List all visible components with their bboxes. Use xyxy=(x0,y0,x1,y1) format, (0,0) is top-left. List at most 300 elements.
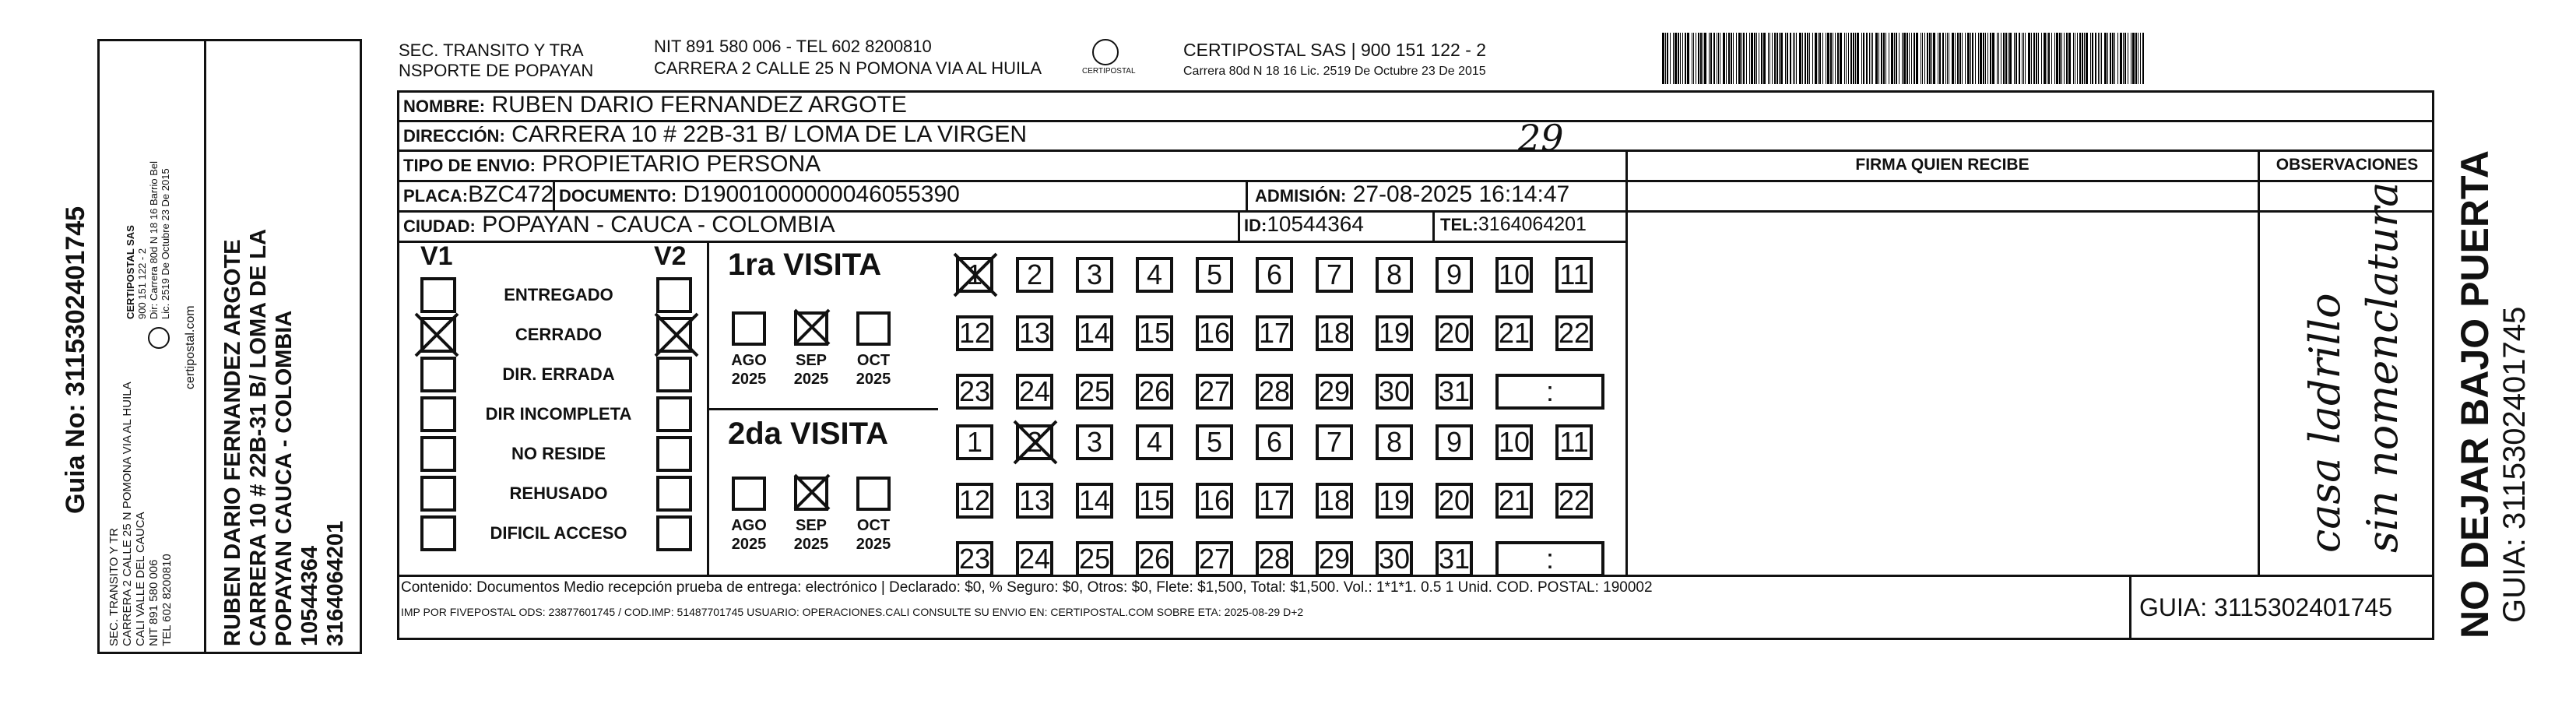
check-mark-icon xyxy=(413,311,461,359)
barcode-bar xyxy=(2064,33,2065,84)
day-cell: 23 xyxy=(956,541,993,577)
barcode-bar xyxy=(1909,33,1910,84)
barcode-bar xyxy=(2003,33,2005,84)
day-cell: 1 xyxy=(956,424,993,460)
day-cell: 31 xyxy=(1436,374,1473,410)
day-cell: 29 xyxy=(1316,374,1353,410)
barcode-bar xyxy=(2014,33,2015,84)
month-label: OCT xyxy=(856,352,891,369)
header-courier: CERTIPOSTAL SAS | 900 151 122 - 2 Carrera 80d N 18 16 Lic. 2519 De Octubre 23 De 2015 xyxy=(1183,40,1487,78)
barcode-bar xyxy=(2028,33,2030,84)
check-mark-icon xyxy=(792,472,832,512)
day-cell: 10 xyxy=(1495,424,1533,460)
month-label: SEP xyxy=(795,517,828,534)
check-mark-icon xyxy=(652,311,701,359)
barcode-bar xyxy=(1680,33,1681,84)
barcode-bar xyxy=(1809,33,1810,84)
barcode-bar xyxy=(1962,33,1963,84)
day-cell: 31 xyxy=(1436,541,1473,577)
month-label: AGO xyxy=(731,517,767,534)
barcode-bar xyxy=(2135,33,2137,84)
day-cell: 4 xyxy=(1136,424,1173,460)
certipostal-logo-icon xyxy=(148,327,170,349)
no-dejar-warning: NO DEJAR BAJO PUERTA xyxy=(2453,150,2497,638)
barcode-bar xyxy=(2095,33,2096,84)
barcode-bar xyxy=(1987,33,1988,84)
day-cell: 17 xyxy=(1256,315,1293,351)
barcode-bar xyxy=(1844,33,1845,84)
barcode-bar xyxy=(1741,33,1742,84)
barcode-bar xyxy=(1713,33,1715,84)
barcode-bar xyxy=(2015,33,2017,84)
barcode-bar xyxy=(2110,33,2111,84)
direccion-row: DIRECCIÓN: CARRERA 10 # 22B-31 B/ LOMA DE LA VIRGEN xyxy=(403,121,1028,147)
barcode-bar xyxy=(1933,33,1935,84)
barcode-bar xyxy=(1848,33,1849,84)
day-cell: 4 xyxy=(1136,257,1173,293)
barcode-bar xyxy=(1751,33,1753,84)
barcode-bar xyxy=(1673,33,1674,84)
barcode-bar xyxy=(1675,33,1677,84)
barcode-bar xyxy=(2123,33,2124,84)
day-cell: 27 xyxy=(1196,374,1233,410)
barcode-bar xyxy=(2009,33,2012,84)
barcode-bar xyxy=(2025,33,2026,84)
day-cell: 30 xyxy=(1376,541,1413,577)
year-label: 2025 xyxy=(793,536,829,553)
day-cell: 3 xyxy=(1076,257,1113,293)
barcode-bar xyxy=(1749,33,1750,84)
barcode-bar xyxy=(1685,33,1686,84)
barcode-bar xyxy=(2066,33,2068,84)
barcode-bar xyxy=(2092,33,2093,84)
barcode-bar xyxy=(1837,33,1839,84)
day-cell: 5 xyxy=(1196,257,1233,293)
barcode-bar xyxy=(2114,33,2115,84)
barcode-bar xyxy=(1881,33,1882,84)
barcode-bar xyxy=(1916,33,1918,84)
v1-checkbox xyxy=(420,476,456,512)
barcode-bar xyxy=(1687,33,1689,84)
year-label: 2025 xyxy=(731,536,767,553)
barcode-bar xyxy=(2031,33,2032,84)
day-cell: 14 xyxy=(1076,315,1113,351)
barcode-bar xyxy=(1942,33,1944,84)
barcode-bar xyxy=(1861,33,1862,84)
day-cell: 25 xyxy=(1076,541,1113,577)
barcode-bar xyxy=(1790,33,1791,84)
day-cell: 8 xyxy=(1376,257,1413,293)
barcode-bar xyxy=(1965,33,1966,84)
barcode-bar xyxy=(1863,33,1864,84)
status-label: NO RESIDE xyxy=(511,444,606,463)
ciudad-cell: CIUDAD: POPAYAN - CAUCA - COLOMBIA xyxy=(403,212,835,237)
barcode-bar xyxy=(1731,33,1732,84)
barcode-bar xyxy=(2124,33,2126,84)
barcode-bar xyxy=(2023,33,2024,84)
footer-line2: IMP POR FIVEPOSTAL ODS: 23877601745 / COD.IMP: 51487701745 USUARIO: OPERACIONES.CALI CONSULTE SU ENVIO EN: CERTIPOSTAL.COM SOBRE ETA: 2025-08-29 D+2 xyxy=(401,606,1304,618)
observaciones-handwriting: casa ladrillo sin nomenclatura xyxy=(2300,181,2407,553)
day-cell: 18 xyxy=(1316,315,1353,351)
barcode-bar xyxy=(1710,33,1712,84)
barcode-bar xyxy=(1997,33,1998,84)
header-logo-text: CERTIPOSTAL xyxy=(1082,67,1136,76)
barcode-bar xyxy=(1728,33,1730,84)
barcode-bar xyxy=(2048,33,2050,84)
barcode-bar xyxy=(1945,33,1946,84)
month-label: SEP xyxy=(795,352,828,369)
barcode-bar xyxy=(1980,33,1982,84)
tel-cell: TEL:3164064201 xyxy=(1440,213,1587,235)
barcode-bar xyxy=(1924,33,1925,84)
barcode-bar xyxy=(1907,33,1908,84)
day-cell: 12 xyxy=(956,483,993,519)
day-cell: 2 xyxy=(1016,424,1053,460)
barcode-bar xyxy=(1992,33,1994,84)
barcode-bar xyxy=(2038,33,2039,84)
day-cell: 22 xyxy=(1555,483,1593,519)
barcode-bar xyxy=(2036,33,2037,84)
barcode-bar xyxy=(1866,33,1868,84)
barcode-bar xyxy=(1718,33,1719,84)
status-label: DIR INCOMPLETA xyxy=(485,404,632,424)
day-cell: 7 xyxy=(1316,424,1353,460)
barcode-bar xyxy=(2120,33,2122,84)
barcode-bar xyxy=(1776,33,1778,84)
barcode-bar xyxy=(1796,33,1797,84)
barcode-bar xyxy=(1896,33,1897,84)
barcode-bar xyxy=(1787,33,1788,84)
day-cell: 9 xyxy=(1436,257,1473,293)
barcode-bar xyxy=(2086,33,2088,84)
barcode-bar xyxy=(1819,33,1821,84)
barcode-bar xyxy=(2090,33,2091,84)
day-cell: 6 xyxy=(1256,424,1293,460)
v1-checkbox xyxy=(420,515,456,551)
barcode-bar xyxy=(1967,33,1970,84)
barcode-bar xyxy=(1885,33,1886,84)
barcode-bar xyxy=(1835,33,1836,84)
v2-checkbox xyxy=(656,515,692,551)
barcode-bar xyxy=(1768,33,1769,84)
day-cell: 11 xyxy=(1555,257,1593,293)
barcode-bar xyxy=(1947,33,1948,84)
status-label: REHUSADO xyxy=(509,484,608,503)
status-label: DIR. ERRADA xyxy=(502,364,615,384)
certipostal-logo-icon xyxy=(1092,39,1119,65)
barcode-bar xyxy=(1846,33,1847,84)
status-label: ENTREGADO xyxy=(504,285,613,304)
month-checkbox xyxy=(856,477,891,511)
barcode-bar xyxy=(2044,33,2046,84)
barcode-bar xyxy=(1662,33,1664,84)
id-cell: ID:10544364 xyxy=(1244,212,1364,236)
status-label: DIFICIL ACCESO xyxy=(490,523,627,543)
barcode-bar xyxy=(1785,33,1786,84)
nombre-row: NOMBRE: RUBEN DARIO FERNANDEZ ARGOTE xyxy=(403,92,907,118)
barcode-bar xyxy=(1667,33,1668,84)
barcode-bar xyxy=(1883,33,1885,84)
v2-checkbox xyxy=(656,476,692,512)
barcode-bar xyxy=(2061,33,2062,84)
day-cell: 10 xyxy=(1495,257,1533,293)
barcode-bar xyxy=(1799,33,1801,84)
barcode-bar xyxy=(1678,33,1679,84)
barcode-bar xyxy=(1894,33,1895,84)
barcode-bar xyxy=(2101,33,2102,84)
barcode-bar xyxy=(1700,33,1702,84)
barcode-bar xyxy=(2117,33,2118,84)
footer-line1: Contenido: Documentos Medio recepción prueba de entrega: electrónico | Declarado: $0, % Seguro: $0, Otros: $0, Flete: $1,500, Total: $1,500. Vol.: 1*1*1. 0.5 1 Unid. COD. POSTAL: 190002 xyxy=(401,579,1653,596)
status-label: CERRADO xyxy=(515,325,603,344)
v2-checkbox xyxy=(656,396,692,432)
barcode-bar xyxy=(1812,33,1813,84)
day-cell: 9 xyxy=(1436,424,1473,460)
barcode-bar xyxy=(1972,33,1973,84)
barcode-bar xyxy=(1670,33,1671,84)
barcode-bar xyxy=(1726,33,1727,84)
barcode-bar xyxy=(1983,33,1984,84)
month-checkbox xyxy=(732,311,766,346)
v1-checkbox xyxy=(420,436,456,472)
barcode-bar xyxy=(1774,33,1776,84)
barcode-bar xyxy=(1985,33,1986,84)
barcode-bar xyxy=(2142,33,2144,84)
barcode-bar xyxy=(1970,33,1971,84)
barcode-bar xyxy=(2098,33,2099,84)
barcode-bar xyxy=(1914,33,1915,84)
day-cell: 27 xyxy=(1196,541,1233,577)
day-cell: 24 xyxy=(1016,374,1053,410)
day-cell: 5 xyxy=(1196,424,1233,460)
barcode-bar xyxy=(1939,33,1941,84)
day-cell: 29 xyxy=(1316,541,1353,577)
header-sender: SEC. TRANSITO Y TRA NSPORTE DE POPAYAN xyxy=(399,40,594,80)
barcode-bar xyxy=(1772,33,1773,84)
day-cell: 25 xyxy=(1076,374,1113,410)
barcode-bar xyxy=(1827,33,1829,84)
right-guia: GUIA: 3115302401745 xyxy=(2497,306,2532,623)
header-nit: NIT 891 580 006 - TEL 602 8200810 CARRERA 2 CALLE 25 N POMONA VIA AL HUILA xyxy=(654,37,1042,78)
check-mark-icon xyxy=(792,307,832,347)
barcode-bar xyxy=(1853,33,1854,84)
day-cell: 16 xyxy=(1196,315,1233,351)
barcode-bar xyxy=(1975,33,1976,84)
barcode-bar xyxy=(1756,33,1757,84)
day-cell: 30 xyxy=(1376,374,1413,410)
barcode-bar xyxy=(1957,33,1959,84)
v1-checkbox xyxy=(420,357,456,392)
barcode-bar xyxy=(1793,33,1794,84)
day-cell: 22 xyxy=(1555,315,1593,351)
day-cell: 19 xyxy=(1376,315,1413,351)
visit2-title: 2da VISITA xyxy=(728,417,888,451)
day-cell: 15 xyxy=(1136,483,1173,519)
day-cell: 1 xyxy=(956,257,993,293)
barcode-bar xyxy=(1794,33,1795,84)
barcode-bar xyxy=(1736,33,1737,84)
barcode-bar xyxy=(1878,33,1879,84)
day-cell: 13 xyxy=(1016,315,1053,351)
month-checkbox xyxy=(856,311,891,346)
barcode-bar xyxy=(1822,33,1823,84)
year-label: 2025 xyxy=(731,371,767,388)
barcode-bar xyxy=(2107,33,2108,84)
day-cell: 26 xyxy=(1136,374,1173,410)
placa-cell: PLACA:BZC472 xyxy=(403,181,554,207)
day-cell: 28 xyxy=(1256,541,1293,577)
day-cell: 26 xyxy=(1136,541,1173,577)
day-cell: 7 xyxy=(1316,257,1353,293)
barcode-bar xyxy=(1902,33,1903,84)
barcode-bar xyxy=(2059,33,2061,84)
day-cell: 6 xyxy=(1256,257,1293,293)
v2-checkbox xyxy=(656,277,692,313)
month-label: AGO xyxy=(731,352,767,369)
barcode-bar xyxy=(1929,33,1931,84)
v1-checkbox xyxy=(420,396,456,432)
barcode-bar xyxy=(1931,33,1932,84)
barcode-bar xyxy=(1665,33,1666,84)
stub-courier-web: certipostal.com xyxy=(184,305,197,389)
barcode-bar xyxy=(1998,33,1999,84)
barcode-bar xyxy=(1815,33,1817,84)
barcode-bar xyxy=(2073,33,2074,84)
barcode-bar xyxy=(1704,33,1706,84)
barcode-bar xyxy=(1769,33,1770,84)
day-cell: 20 xyxy=(1436,315,1473,351)
barcode-bar xyxy=(2019,33,2020,84)
barcode-bar xyxy=(1698,33,1699,84)
barcode-bar xyxy=(2068,33,2071,84)
day-cell: 28 xyxy=(1256,374,1293,410)
day-cell: 13 xyxy=(1016,483,1053,519)
observaciones-label: OBSERVACIONES xyxy=(2276,156,2419,174)
barcode-bar xyxy=(1857,33,1859,84)
barcode-bar xyxy=(1990,33,1991,84)
barcode-bar xyxy=(1955,33,1956,84)
day-cell: 18 xyxy=(1316,483,1353,519)
barcode-bar xyxy=(2132,33,2135,84)
stub-recipient-block: RUBEN DARIO FERNANDEZ ARGOTE CARRERA 10 # 22B-31 B/ LOMA DE LA POPAYAN CAUCA - COLOMBIA 10544364 3164064201 xyxy=(220,228,348,646)
barcode-bar xyxy=(1763,33,1766,84)
barcode-bar xyxy=(1780,33,1783,84)
day-cell: 8 xyxy=(1376,424,1413,460)
barcode-bar xyxy=(1754,33,1755,84)
v1-checkbox xyxy=(420,277,456,313)
day-cell: 3 xyxy=(1076,424,1113,460)
barcode-bar xyxy=(1682,33,1683,84)
barcode-bar xyxy=(1746,33,1747,84)
barcode-bar xyxy=(2005,33,2007,84)
barcode-bar xyxy=(2033,33,2035,84)
day-cell: 19 xyxy=(1376,483,1413,519)
v1-label: V1 xyxy=(420,241,453,271)
day-cell: 15 xyxy=(1136,315,1173,351)
stub-guia-number: Guia No: 3115302401745 xyxy=(61,206,90,514)
v2-checkbox xyxy=(656,357,692,392)
barcode-bar xyxy=(1850,33,1852,84)
barcode-bar xyxy=(1869,33,1870,84)
barcode-bar xyxy=(2079,33,2081,84)
barcode-bar xyxy=(1743,33,1745,84)
visit1-title: 1ra VISITA xyxy=(728,248,882,282)
firma-label: FIRMA QUIEN RECIBE xyxy=(1855,156,2030,174)
day-cell: 24 xyxy=(1016,541,1053,577)
month-checkbox xyxy=(732,477,766,511)
barcode-bar xyxy=(2084,33,2085,84)
footer-guia: GUIA: 3115302401745 xyxy=(2139,593,2392,621)
time-cell: : xyxy=(1495,374,1604,410)
barcode-bar xyxy=(1818,33,1819,84)
barcode-bar xyxy=(1709,33,1710,84)
barcode-bar xyxy=(1840,33,1842,84)
day-cell: 21 xyxy=(1495,315,1533,351)
year-label: 2025 xyxy=(793,371,829,388)
documento-cell: DOCUMENTO: D19001000000046055390 xyxy=(559,181,960,207)
barcode-bar xyxy=(2056,33,2058,84)
barcode-bar xyxy=(1733,33,1734,84)
day-cell: 11 xyxy=(1555,424,1593,460)
day-cell: 20 xyxy=(1436,483,1473,519)
time-cell: : xyxy=(1495,541,1604,577)
barcode-bar xyxy=(2140,33,2141,84)
barcode-bar xyxy=(1903,33,1906,84)
check-mark-icon xyxy=(1011,418,1060,466)
day-cell: 23 xyxy=(956,374,993,410)
barcode-bar xyxy=(1855,33,1856,84)
day-cell: 12 xyxy=(956,315,993,351)
barcode-bar xyxy=(2082,33,2083,84)
day-cell: 21 xyxy=(1495,483,1533,519)
barcode-bar xyxy=(1805,33,1806,84)
barcode-bar xyxy=(1830,33,1832,84)
barcode-bar xyxy=(1875,33,1878,84)
admision-cell: ADMISIÓN: 27-08-2025 16:14:47 xyxy=(1255,181,1570,207)
barcode-bar xyxy=(1891,33,1893,84)
barcode-bar xyxy=(2051,33,2052,84)
barcode-bar xyxy=(1959,33,1961,84)
year-label: 2025 xyxy=(856,371,891,388)
check-mark-icon xyxy=(951,251,1000,299)
barcode-bar xyxy=(1952,33,1954,84)
day-cell: 2 xyxy=(1016,257,1053,293)
barcode xyxy=(1662,33,2285,84)
barcode-bar xyxy=(1807,33,1808,84)
barcode-bar xyxy=(1723,33,1725,84)
day-cell: 14 xyxy=(1076,483,1113,519)
v2-checkbox xyxy=(656,436,692,472)
day-cell: 16 xyxy=(1196,483,1233,519)
barcode-bar xyxy=(2112,33,2114,84)
barcode-bar xyxy=(1738,33,1741,84)
month-label: OCT xyxy=(856,517,891,534)
barcode-bar xyxy=(1761,33,1762,84)
barcode-bar xyxy=(1693,33,1694,84)
handwritten-number: 29 xyxy=(1518,117,1564,159)
barcode-bar xyxy=(1927,33,1928,84)
year-label: 2025 xyxy=(856,536,891,553)
barcode-bar xyxy=(2077,33,2078,84)
tipo-envio-row: TIPO DE ENVIO: PROPIETARIO PERSONA xyxy=(403,151,821,177)
stub-courier-block: CERTIPOSTAL SAS 900 151 122 - 2 Dir: Carrera 80d N 18 16 Barrio Bel Lic. 2519 De Octubre 23 De 2015 xyxy=(125,160,171,319)
barcode-bar xyxy=(1911,33,1912,84)
barcode-bar xyxy=(1978,33,1979,84)
stub-sender-block: SEC. TRANSITO Y TR CARRERA 2 CALLE 25 N POMONA VIA AL HUILA CALI VALLE DEL CAUCA NIT 891 580 006 TEL 602 8200810 xyxy=(107,382,174,646)
barcode-bar xyxy=(2041,33,2042,84)
barcode-bar xyxy=(1922,33,1923,84)
barcode-bar xyxy=(2054,33,2055,84)
